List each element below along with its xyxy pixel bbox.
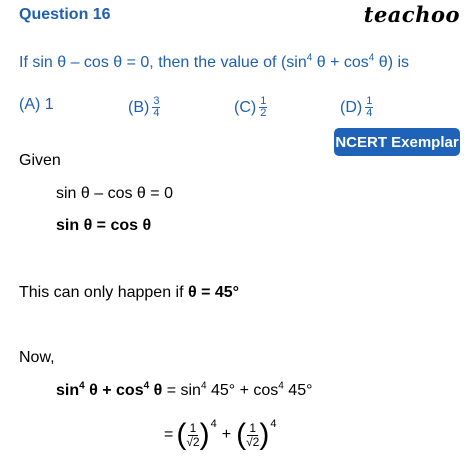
option-d — [340, 96, 373, 119]
fraction-1-denominator: √2 — [186, 434, 200, 449]
option-c-fraction — [259, 96, 267, 119]
option-c-label: (C) — [234, 98, 257, 116]
expression-line: $\sin^4 \theta + \cos^4 \theta = \sin^4 45^\circ + \cos^4 45^\circ$ — [56, 380, 313, 399]
option-a — [19, 96, 54, 114]
question-number: Question 16 — [19, 6, 111, 23]
equals-sign: = — [164, 426, 174, 443]
power-1: 4 — [210, 418, 217, 430]
condition-statement — [19, 284, 239, 302]
question-text: If sin θ – cos θ = 0, then the value of ($\sin^4$ $\theta + \cos^4 \theta$) is — [19, 52, 410, 71]
left-paren-2: ( — [236, 418, 247, 451]
power-2: 4 — [270, 418, 277, 430]
option-b-label: (B) — [128, 98, 150, 116]
option-b-fraction — [152, 96, 160, 119]
right-paren-1: ) — [199, 418, 210, 451]
option-a-label: (A) 1 — [19, 96, 54, 113]
option-c-denominator: 2 — [260, 107, 267, 119]
left-paren-1: ( — [176, 418, 187, 451]
ncert-exemplar-badge: NCERT Exemplar — [334, 128, 460, 156]
condition-prefix: This can only happen if — [19, 284, 188, 301]
option-d-numerator: 1 — [366, 95, 373, 107]
fraction-2-numerator: 1 — [249, 420, 257, 435]
now-label: Now, — [19, 349, 55, 366]
option-d-label: (D) — [340, 98, 363, 116]
option-b-denominator: 4 — [153, 107, 160, 119]
given-label: Given — [19, 152, 61, 169]
given-equation: sin θ – cos θ = 0 — [56, 185, 173, 202]
condition-value: θ = 45° — [188, 284, 240, 301]
fraction-1 — [186, 422, 199, 449]
plus-sign: + — [221, 426, 232, 443]
option-c-numerator: 1 — [260, 95, 267, 107]
option-b — [128, 96, 160, 119]
substitution-line — [164, 420, 276, 450]
right-paren-2: ) — [259, 418, 270, 451]
option-b-numerator: 3 — [153, 95, 160, 107]
fraction-1-numerator: 1 — [189, 420, 197, 435]
fraction-2-denominator: √2 — [246, 434, 260, 449]
option-c — [234, 96, 267, 119]
teachoo-logo: teachoo — [363, 2, 460, 27]
fraction-2 — [246, 422, 259, 449]
option-d-fraction — [365, 96, 373, 119]
derived-equation: sin θ = cos θ — [56, 217, 152, 234]
option-d-denominator: 4 — [366, 107, 373, 119]
